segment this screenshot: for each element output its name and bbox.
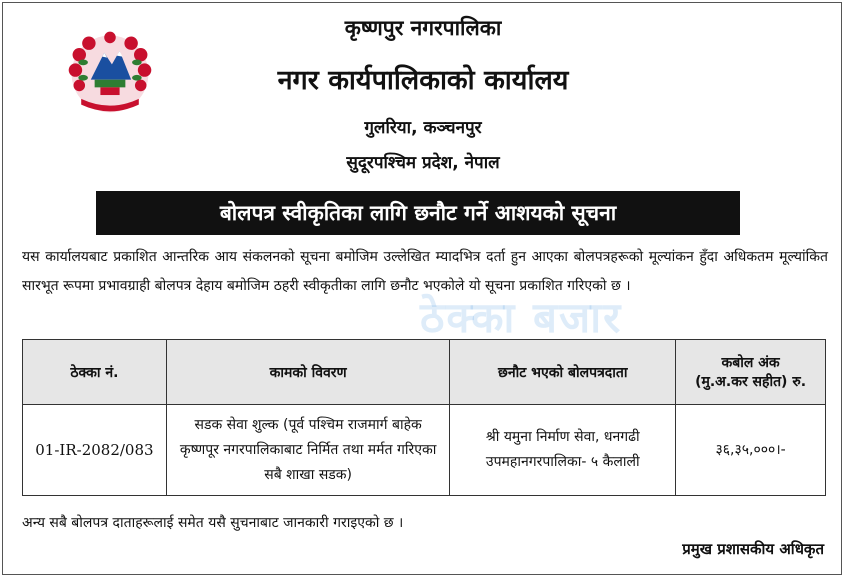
cell-work-description: सडक सेवा शुल्क (पूर्व पश्चिम राजमार्ग बाहेक कृष्णपूर नगरपालिकाबाट निर्मित तथा मर्मत गरिएका सबै शाखा सडक) — [166, 405, 450, 496]
province-country: सुदूरपश्चिम प्रदेश, नेपाल — [346, 153, 500, 173]
notice-title-banner — [96, 191, 740, 235]
footer-notice-text: अन्य सबै बोलपत्र दाताहरूलाई समेत यसै सुचनाबाट जानकारी गराइएको छ । — [22, 515, 404, 531]
cell-bid-amount: ३६,३५,०००।- — [676, 405, 826, 496]
cell-selected-bidder: श्री यमुना निर्माण सेवा, धनगढी उपमहानगरपालिका- ५ कैलाली — [450, 405, 676, 496]
header-selected-bidder: छनौट भएको बोलपत्रदाता — [450, 340, 676, 405]
header-amount-line2: (मु.अ.कर सहीत) रु. — [695, 374, 807, 390]
header-amount-line1: कबोल अंक — [721, 355, 780, 371]
header-contract-no: ठेक्का नं. — [23, 340, 167, 405]
municipality-name: कृष्णपुर नगरपालिका — [344, 16, 502, 40]
table-header-row — [23, 340, 826, 405]
notice-title: बोलपत्र स्वीकृतिका लागि छनौट गर्ने आशयको सूचना — [219, 201, 617, 225]
header-bid-amount — [676, 340, 826, 405]
header-work-description: कामको विवरण — [166, 340, 450, 405]
notice-body-paragraph: यस कार्यालयबाट प्रकाशित आन्तरिक आय संकलनको सूचना बमोजिम उल्लेखित म्यादभित्र दर्ता हुन आएका बोलपत्रहरूको मूल्यांकन हुँदा अधिकतम मूल्यांकित सारभूत रूपमा प्रभावग्राही बोलपत्र देहाय बमोजिम ठहरी स्वीकृतीका लागि छनौट भएकोले यो सूचना प्रकाशित गरिएको छ । — [22, 249, 828, 294]
signatory-title: प्रमुख प्रशासकीय अधिकृत — [682, 540, 824, 558]
office-name: नगर कार्यपालिकाको कार्यालय — [277, 65, 569, 96]
watermark-logo: ठेक्का बजार — [420, 293, 623, 342]
cell-contract-no: 01-IR-2082/083 — [23, 405, 167, 496]
office-address: गुलरिया, कञ्चनपुर — [364, 118, 482, 138]
table-row — [23, 405, 826, 496]
selected-bid-table — [22, 339, 826, 496]
